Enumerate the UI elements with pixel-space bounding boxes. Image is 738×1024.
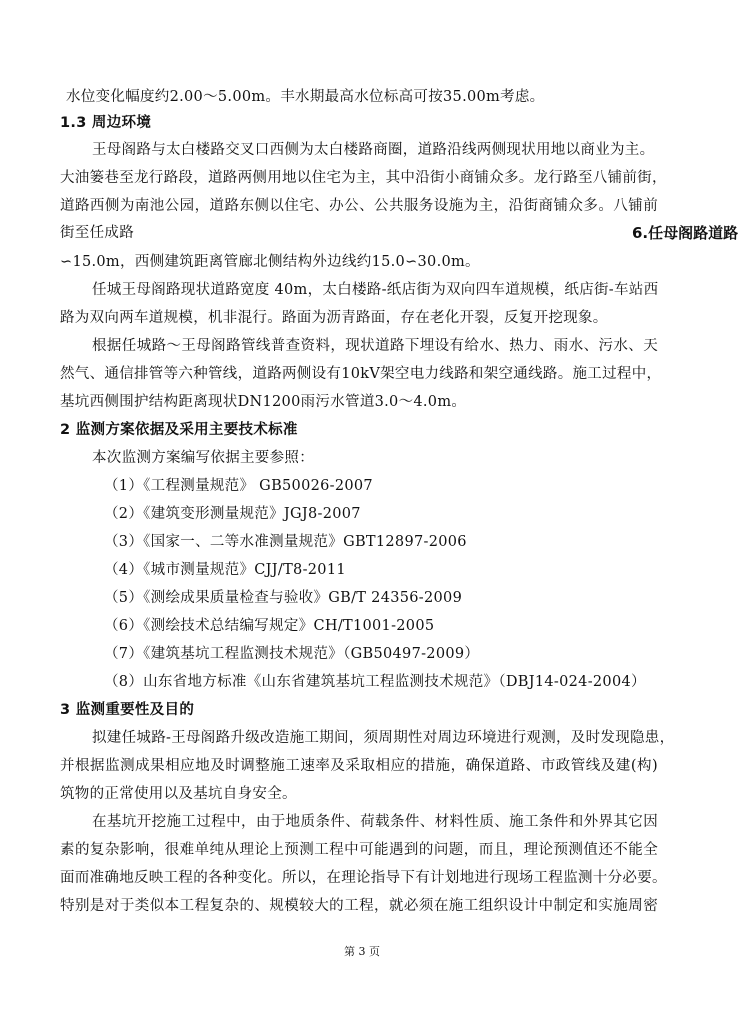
- reference-item: （1）《工程测量规范》 GB50026-2007: [104, 478, 373, 494]
- reference-item: （7）《建筑基坑工程监测技术规范》（GB50497-2009）: [104, 646, 480, 662]
- section-heading: 1.3 周边环境: [60, 115, 152, 131]
- paragraph-line: 筑物的正常使用以及基坑自身安全。: [60, 786, 297, 802]
- overflow-text: 6.任母阁路道路: [632, 224, 738, 242]
- reference-item: （2）《建筑变形测量规范》JGJ8-2007: [104, 506, 361, 522]
- paragraph-line: 然气、通信排管等六种管线，道路两侧设有10kV架空电力线路和架空通线路。施工过程中，: [60, 366, 662, 382]
- paragraph-line: 素的复杂影响，很难单纯从理论上预测工程中可能遇到的问题，而且，理论预测值还不能全: [60, 842, 658, 858]
- paragraph-line: 本次监测方案编写依据主要参照：: [92, 450, 314, 466]
- paragraph-line: 拟建任城路-王母阁路升级改造施工期间，须周期性对周边环境进行观测，及时发现隐患，: [92, 730, 675, 746]
- paragraph-line: 任城王母阁路现状道路宽度 40m，太白楼路-纸店街为双向四车道规模，纸店街-车站西: [92, 282, 659, 298]
- reference-item: （4）《城市测量规范》CJJ/T8-2011: [104, 562, 346, 578]
- reference-item: （5）《测绘成果质量检查与验收》GB/T 24356-2009: [104, 590, 463, 606]
- paragraph-line: 在基坑开挖施工过程中，由于地质条件、荷载条件、材料性质、施工条件和外界其它因: [92, 814, 658, 830]
- paragraph-line: 特别是对于类似本工程复杂的、规模较大的工程，就必须在施工组织设计中制定和实施周密: [60, 898, 658, 914]
- paragraph-line: 水位变化幅度约2.00～5.00m。丰水期最高水位标高可按35.00m考虑。: [66, 89, 545, 105]
- paragraph-line: 街至任成路: [60, 225, 134, 241]
- paragraph-line: 王母阁路与太白楼路交叉口西侧为太白楼路商圈，道路沿线两侧现状用地以商业为主。: [92, 142, 655, 158]
- paragraph-line: 基坑西侧围护结构距离现状DN1200雨污水管道3.0～4.0m。: [60, 394, 467, 410]
- reference-item: （3）《国家一、二等水准测量规范》GBT12897-2006: [104, 534, 467, 550]
- reference-item: （6）《测绘技术总结编写规定》CH/T1001-2005: [104, 618, 435, 634]
- paragraph-line: 根据任城路～王母阁路管线普查资料，现状道路下埋设有给水、热力、雨水、污水、天: [92, 338, 658, 354]
- paragraph-line: 大油篓巷至龙行路段，道路两侧用地以住宅为主，其中沿街小商铺众多。龙行路至八铺前街，: [60, 170, 667, 186]
- page-number: 第 3 页: [344, 945, 380, 958]
- paragraph-line: ∽15.0m，西侧建筑距离管廊北侧结构外边线约15.0∽30.0m。: [60, 254, 480, 270]
- paragraph-line: 并根据监测成果相应地及时调整施工速率及采取相应的措施，确保道路、市政管线及建(构): [60, 758, 658, 774]
- paragraph-line: 路为双向两车道规模，机非混行。路面为沥青路面，存在老化开裂，反复开挖现象。: [60, 310, 608, 326]
- reference-item: （8）山东省地方标准《山东省建筑基坑工程监测技术规范》（DBJ14-024-2004）: [104, 674, 646, 690]
- paragraph-line: 道路西侧为南池公园，道路东侧以住宅、办公、公共服务设施为主，沿街商铺众多。八铺前: [60, 198, 658, 214]
- paragraph-line: 面而准确地反映工程的各种变化。所以，在理论指导下有计划地进行现场工程监测十分必要。: [60, 870, 667, 886]
- section-heading: 3 监测重要性及目的: [60, 702, 195, 718]
- section-heading: 2 监测方案依据及采用主要技术标准: [60, 422, 298, 438]
